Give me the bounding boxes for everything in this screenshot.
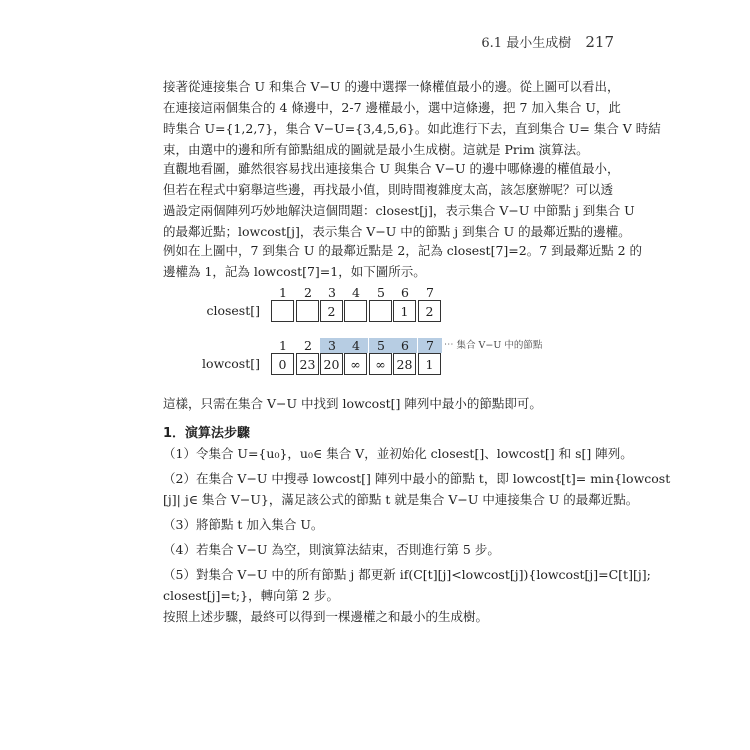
closest-cell: 2: [320, 300, 343, 322]
lowcost-index: 5: [369, 338, 393, 353]
section-title-header: 6.1 最小生成樹: [481, 36, 572, 51]
text-line: 在連接這兩個集合的 4 條邊中，2-7 邊權最小，選中這條邊，把 7 加入集合 U，此: [163, 100, 621, 115]
conclusion-paragraph: [163, 606, 593, 627]
lowcost-index: 1: [279, 338, 287, 353]
step-4: （4）若集合 V−U 為空，則演算法結束，否則進行第 5 步。: [163, 542, 500, 557]
closest-array-label: closest[]: [206, 303, 260, 318]
closest-index: 7: [426, 285, 434, 300]
text-line: 束，由選中的邊和所有節點組成的圖就是最小生成樹。這就是 Prim 演算法。: [163, 142, 589, 157]
closest-index: 2: [304, 285, 312, 300]
step-2-line-1: （2）在集合 V−U 中搜尋 lowcost[] 陣列中最小的節點 t，即 lowcost[t]= min{lowcost: [163, 471, 671, 486]
text-line: 例如在上圖中，7 到集合 U 的最鄰近點是 2，記為 closest[7]=2。7 到最鄰近點 2 的: [163, 243, 643, 258]
running-header: [481, 32, 614, 51]
closest-cell: [296, 300, 319, 322]
step-2-line-2: [j]| j∈ 集合 V−U}，滿足該公式的節點 t 就是集合 V−U 中連接集合 U 的最鄰近點。: [163, 492, 639, 507]
text-line: 過設定兩個陣列巧妙地解決這個問題：closest[j]，表示集合 V−U 中節點 j 到集合 U: [163, 203, 635, 218]
closest-cell: 2: [418, 300, 441, 322]
closest-cell: [344, 300, 367, 322]
lowcost-cell: 0: [271, 353, 294, 375]
closest-index: 4: [352, 285, 360, 300]
text-line: 直觀地看圖，雖然很容易找出連接集合 U 與集合 V−U 的邊中哪條邊的權值最小，: [163, 161, 620, 176]
lowcost-cell: 20: [320, 353, 343, 375]
closest-index: 6: [401, 285, 409, 300]
lowcost-cell: ∞: [369, 353, 392, 375]
annotation-callout: [444, 337, 542, 351]
lowcost-index: 6: [393, 338, 417, 353]
text-line: 時集合 U={1,2,7}，集合 V−U={3,4,5,6}。如此進行下去，直到集合 U= 集合 V 時結: [163, 121, 661, 136]
closest-cell: [271, 300, 294, 322]
section-heading: 1．演算法步驟: [163, 426, 251, 441]
lowcost-cell: 1: [418, 353, 441, 375]
closest-cell: [369, 300, 392, 322]
text-line: 邊權為 1，記為 lowcost[7]=1，如下圖所示。: [163, 264, 426, 279]
text-line: 但若在程式中窮舉這些邊，再找最小值，則時間複雜度太高，該怎麼辦呢？可以透: [163, 182, 614, 197]
page-number: 217: [585, 33, 614, 51]
step-3: （3）將節點 t 加入集合 U。: [163, 517, 324, 532]
lowcost-array-label: lowcost[]: [202, 356, 260, 371]
lowcost-cell: 23: [296, 353, 319, 375]
lowcost-index: 3: [320, 338, 344, 353]
text-line: 這樣，只需在集合 V−U 中找到 lowcost[] 陣列中最小的節點即可。: [163, 396, 542, 411]
paragraph-3: [163, 240, 643, 282]
dotted-leader: ⋯: [444, 340, 457, 351]
paragraph-4: [163, 393, 593, 414]
step-5-line-2: closest[j]=t;}，轉向第 2 步。: [163, 588, 339, 603]
closest-index: 1: [279, 285, 287, 300]
lowcost-index: 2: [304, 338, 312, 353]
paragraph-1: [163, 76, 661, 160]
closest-index: 3: [328, 285, 336, 300]
paragraph-2: [163, 158, 635, 242]
steps-list: [163, 443, 671, 606]
closest-index: 5: [377, 285, 385, 300]
step-1: （1）令集合 U={u₀}，u₀∈ 集合 V，並初始化 closest[]、lowcost[] 和 s[] 陣列。: [163, 446, 633, 461]
lowcost-cell: ∞: [344, 353, 367, 375]
lowcost-index: 7: [418, 338, 442, 353]
text-line: 接著從連接集合 U 和集合 V−U 的邊中選擇一條權值最小的邊。從上圖可以看出，: [163, 79, 620, 94]
text-line: 的最鄰近點；lowcost[j]，表示集合 V−U 中的節點 j 到集合 U 的最鄰近點的邊權。: [163, 224, 631, 239]
annotation-text: 集合 V−U 中的節點: [456, 340, 543, 351]
lowcost-cell: 28: [393, 353, 416, 375]
closest-cell: 1: [393, 300, 416, 322]
step-5-line-1: （5）對集合 V−U 中的所有節點 j 都更新 if(C[t][j]<lowcost[j]){lowcost[j]=C[t][j];: [163, 567, 651, 582]
text-line: 按照上述步驟，最終可以得到一棵邊權之和最小的生成樹。: [163, 609, 489, 624]
lowcost-index: 4: [344, 338, 368, 353]
